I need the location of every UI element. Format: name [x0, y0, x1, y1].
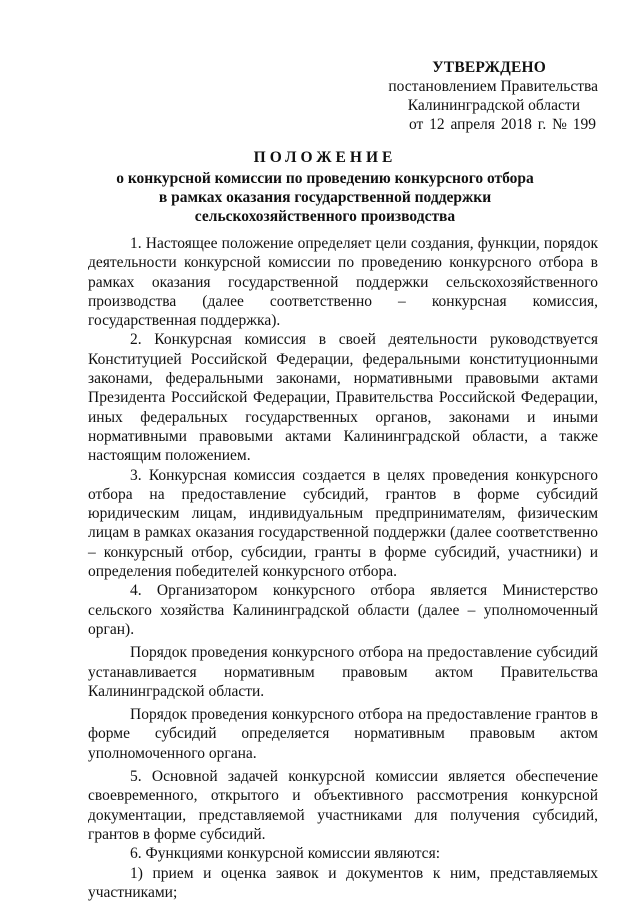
paragraph-6-item-1: 1) прием и оценка заявок и документов к ним, представляемых участниками;: [88, 864, 598, 901]
document-subtitle-line-1: о конкурсной комиссии по проведению конкурсного отбора: [116, 170, 534, 187]
paragraph-4-grants: Порядок проведения конкурсного отбора на предоставление грантов в форме субсидий определяется нормативным правовым актом уполномоченного органа.: [88, 706, 598, 762]
approval-block: [348, 58, 598, 134]
paragraph-3: 3. Конкурсная комиссия создается в целях проведения конкурсного отбора на предоставление субсидий, грантов в форме субсидий юридическим лицам, индивидуальным предпринимателям, физическим лицам в рамках оказания государственной поддержки (далее соответственно – конкурсный отбор, субсидии, гранты в форме субсидий, участники) и определения победителей конкурсного отбора.: [88, 466, 598, 581]
document-body: [88, 234, 598, 902]
approval-heading: УТВЕРЖДЕНО: [432, 59, 546, 76]
approval-date-number-line: от 12 апреля 2018 г. № 199: [408, 116, 596, 133]
document-title: ПОЛОЖЕНИЕ: [253, 149, 397, 166]
paragraph-5: 5. Основной задачей конкурсной комиссии является обеспечение своевременного, открытого и объективного рассмотрения конкурсной документации, представляемой участниками для получения субсидий, грантов в форме субсидий.: [88, 768, 598, 843]
approval-resolution-line: постановлением Правительства: [388, 78, 598, 95]
paragraph-1: 1. Настоящее положение определяет цели создания, функции, порядок деятельности конкурсной комиссии по проведению конкурсного отбора в рамках оказания государственной поддержки сельскохозяйственного производства (далее соответственно – конкурсная комиссия, государственная поддержка).: [88, 235, 598, 330]
document-title-block: [60, 148, 590, 226]
document-subtitle-line-3: сельскохозяйственного производства: [194, 208, 456, 225]
approval-region-line: Калининградской области: [407, 97, 580, 114]
paragraph-4-subsidies: Порядок проведения конкурсного отбора на предоставление субсидий устанавливается нормативным правовым актом Правительства Калининградской области.: [88, 644, 598, 700]
paragraph-4: 4. Организатором конкурсного отбора является Министерство сельского хозяйства Калининградской области (далее – уполномоченный орган).: [88, 582, 598, 638]
paragraph-2: 2. Конкурсная комиссия в своей деятельности руководствуется Конституцией Российской Федерации, федеральными конституционными законами, федеральными законами, нормативными правовыми актами Президента Российской Федерации, Правительства Российской Федерации, иных федеральных государственных органов, законами и иными нормативными правовыми актами Калининградской области, а также настоящим положением.: [88, 331, 598, 465]
paragraph-6: 6. Функциями конкурсной комиссии являются:: [130, 845, 440, 863]
document-subtitle-line-2: в рамках оказания государственной поддержки: [158, 189, 492, 206]
